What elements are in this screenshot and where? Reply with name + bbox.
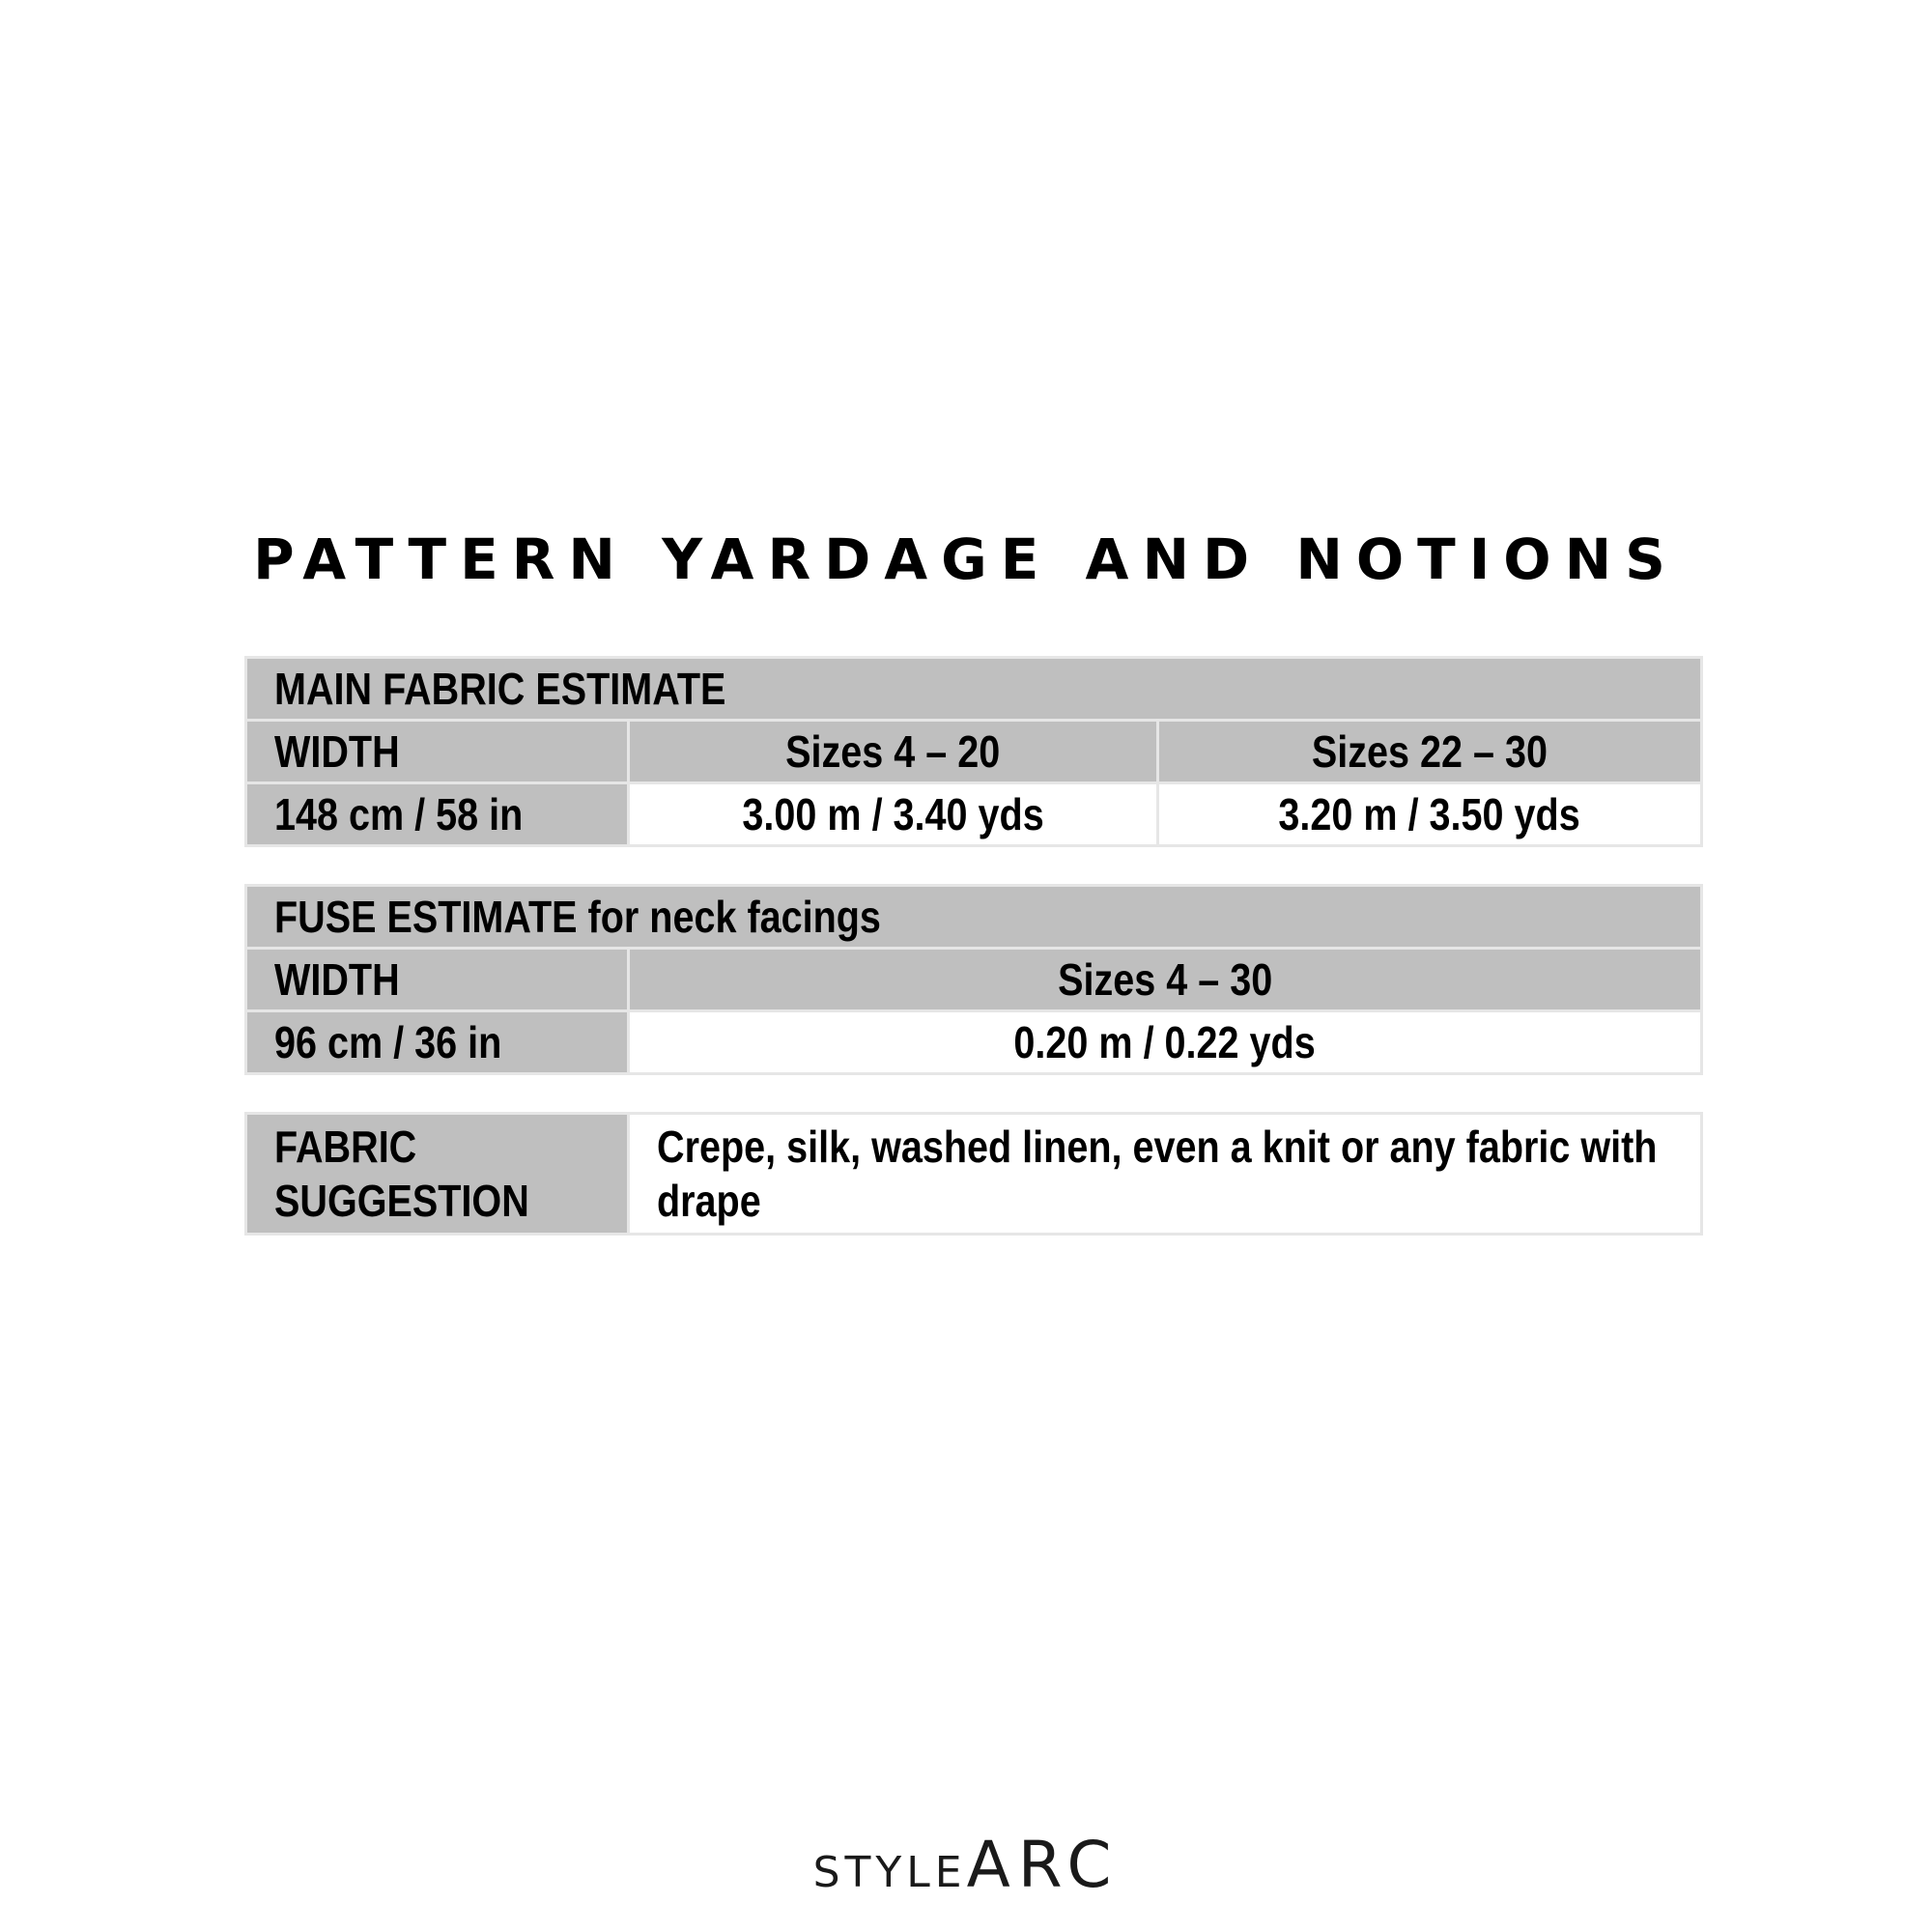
fuse-width-value: 96 cm / 36 in	[246, 1011, 629, 1074]
main-fabric-amount-2: 3.20 m / 3.50 yds	[1158, 783, 1702, 846]
fuse-value-row	[246, 1011, 1702, 1074]
main-fabric-value-row	[246, 783, 1702, 846]
fuse-header-row	[246, 949, 1702, 1011]
main-fabric-size-header-1: Sizes 4 – 20	[629, 721, 1158, 783]
main-fabric-amount-1: 3.00 m / 3.40 yds	[629, 783, 1158, 846]
main-fabric-width-label: WIDTH	[246, 721, 629, 783]
fuse-table	[244, 884, 1703, 1075]
page-title: PATTERN YARDAGE AND NOTIONS	[253, 526, 1679, 592]
main-fabric-header-row	[246, 721, 1702, 783]
style-arc-logo	[0, 1828, 1932, 1902]
fuse-heading: FUSE ESTIMATE for neck facings	[246, 886, 1702, 949]
fabric-suggestion-label: FABRIC SUGGESTION	[246, 1114, 629, 1235]
main-fabric-table	[244, 656, 1703, 847]
main-fabric-size-header-2: Sizes 22 – 30	[1158, 721, 1702, 783]
logo-style-text: STYLE	[812, 1848, 967, 1897]
fabric-suggestion-text: Crepe, silk, washed linen, even a knit or any fabric with drape	[629, 1114, 1702, 1235]
fuse-width-label: WIDTH	[246, 949, 629, 1011]
main-fabric-heading: MAIN FABRIC ESTIMATE	[246, 658, 1702, 721]
fuse-heading-row	[246, 886, 1702, 949]
logo-arc-text: ARC	[966, 1828, 1120, 1902]
fabric-suggestion-row	[246, 1114, 1702, 1235]
main-fabric-heading-row	[246, 658, 1702, 721]
fabric-suggestion-table	[244, 1112, 1703, 1236]
fuse-size-header: Sizes 4 – 30	[629, 949, 1702, 1011]
fuse-amount: 0.20 m / 0.22 yds	[629, 1011, 1702, 1074]
main-fabric-width-value: 148 cm / 58 in	[246, 783, 629, 846]
